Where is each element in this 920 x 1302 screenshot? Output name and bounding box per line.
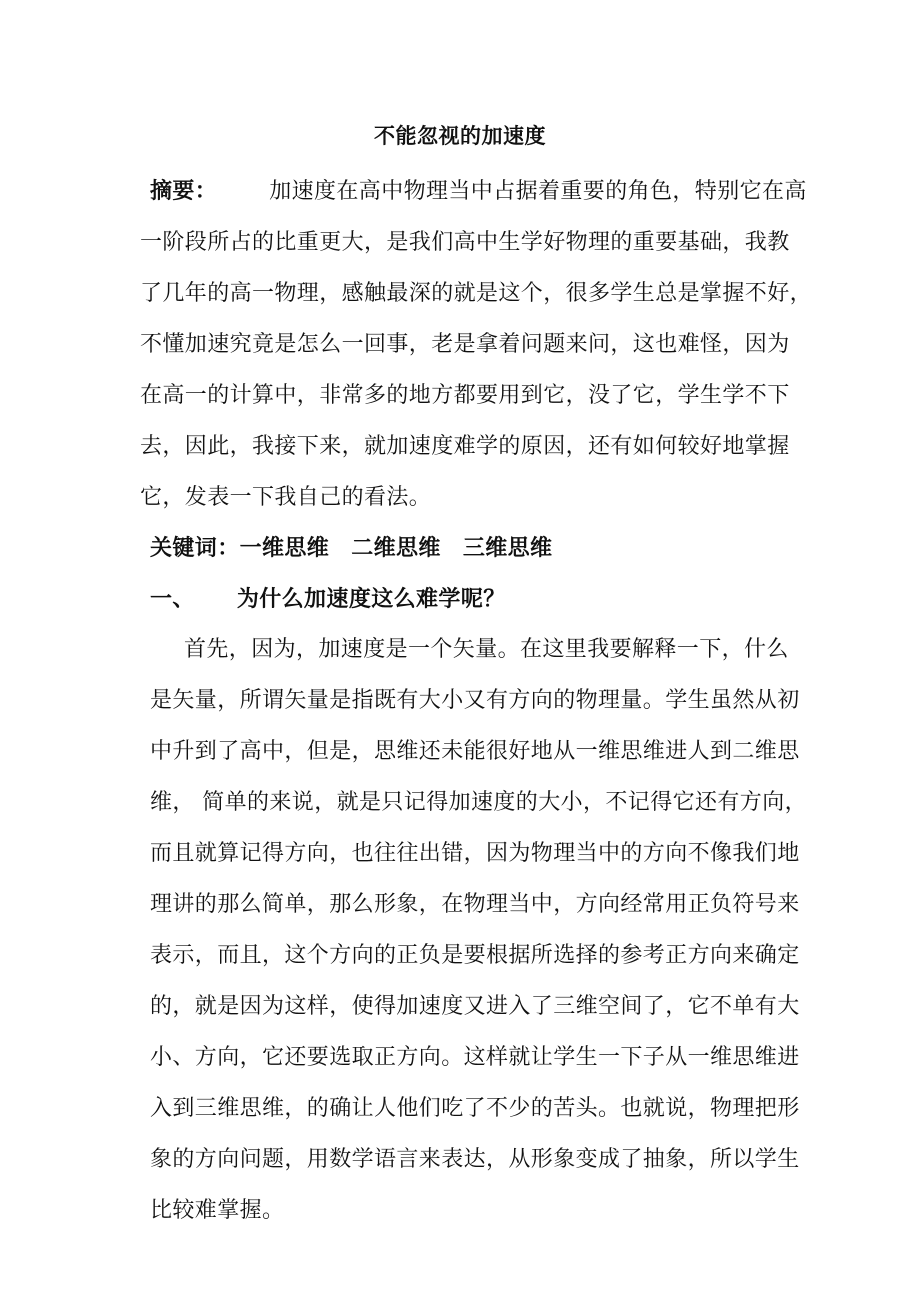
abstract-label: 摘要： <box>150 179 218 204</box>
body-line: 中升到了高中，但是，思维还未能很好地从一维思维进人到二维思 <box>150 739 800 764</box>
keywords-line <box>150 531 552 562</box>
section-number: 一、 <box>150 587 195 612</box>
section-heading <box>150 582 506 613</box>
body-line: 维， 简单的来说，就是只记得加速度的大小，不记得它还有方向， <box>150 790 807 815</box>
abstract-first-line <box>150 174 807 205</box>
body-line: 是矢量，所谓矢量是指既有大小又有方向的物理量。学生虽然从初 <box>150 688 800 713</box>
keyword: 二维思维 <box>351 536 441 561</box>
keyword: 一维思维 <box>239 536 330 561</box>
body-line: 象的方向问题，用数学语言来表达，从形象变成了抽象，所以学生 <box>150 1147 800 1172</box>
abstract-line: 不懂加速究竟是怎么一回事，老是拿着问题来问，这也难怪，因为 <box>140 332 790 357</box>
section-title: 为什么加速度这么难学呢？ <box>236 587 506 612</box>
keywords-label: 关键词： <box>150 536 240 561</box>
document-title: 不能忽视的加速度 <box>374 124 546 148</box>
abstract-line: 一阶段所占的比重更大，是我们高中生学好物理的重要基础，我教 <box>140 230 790 255</box>
body-line: 表示，而且，这个方向的正负是要根据所选择的参考正方向来确定 <box>150 943 800 968</box>
body-line: 小、方向，它还要选取正方向。这样就让学生一下子从一维思维进 <box>150 1045 800 1070</box>
keyword: 三维思维 <box>462 536 553 561</box>
body-line: 比较难掌握。 <box>150 1198 285 1223</box>
body-line: 理讲的那么简单，那么形象，在物理当中，方向经常用正负符号来 <box>150 892 800 917</box>
abstract-line: 在高一的计算中，非常多的地方都要用到它，没了它，学生学不下 <box>140 383 790 408</box>
abstract-line: 去，因此，我接下来，就加速度难学的原因，还有如何较好地掌握 <box>140 434 790 459</box>
abstract-line: 它，发表一下我自己的看法。 <box>140 485 432 510</box>
body-line: 的，就是因为这样，使得加速度又进入了三维空间了，它不单有大 <box>150 994 800 1019</box>
body-line: 首先，因为，加速度是一个矢量。在这里我要解释一下，什么 <box>184 637 789 662</box>
abstract-line: 了几年的高一物理，感触最深的就是这个，很多学生总是掌握不好， <box>140 281 813 306</box>
body-line: 入到三维思维，的确让人他们吃了不少的苦头。也就说，物理把形 <box>150 1096 800 1121</box>
abstract-line: 加速度在高中物理当中占据着重要的角色，特别它在高 <box>269 179 807 204</box>
body-line: 而且就算记得方向，也往往出错，因为物理当中的方向不像我们地 <box>150 841 800 866</box>
